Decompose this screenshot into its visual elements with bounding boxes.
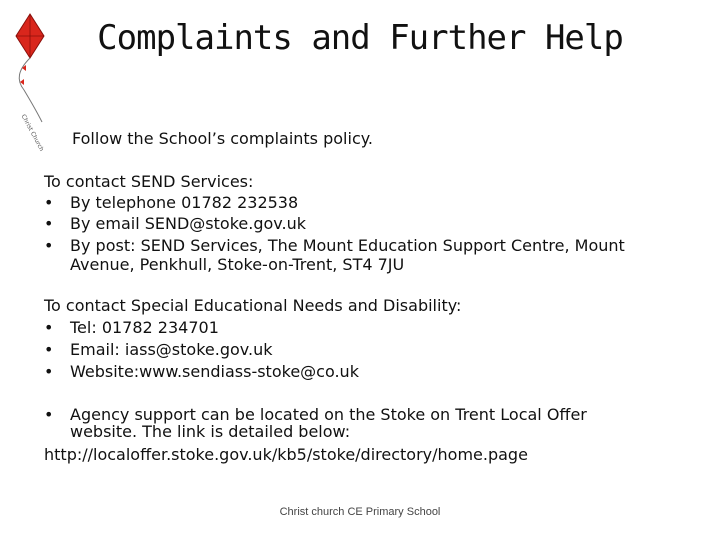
bullet: • [44, 318, 54, 337]
list-item: Tel: 01782 234701 [70, 318, 219, 337]
list-item: Email: iass@stoke.gov.uk [70, 340, 273, 359]
bullet: • [44, 236, 54, 255]
page-title: Complaints and Further Help [97, 18, 623, 58]
logo-text: Christ Church [19, 113, 45, 153]
list-item: By post: SEND Services, The Mount Education Support Centre, Mount [70, 236, 625, 255]
list-item: Website:www.sendiass-stoke@co.uk [70, 362, 359, 381]
local-offer-line2: website. The link is detailed below: [70, 422, 351, 441]
bullet: • [44, 193, 54, 212]
bullet: • [44, 340, 54, 359]
list-item: By email SEND@stoke.gov.uk [70, 214, 306, 233]
list-item-continued: Avenue, Penkhull, Stoke-on-Trent, ST4 7JU [70, 255, 405, 274]
footer-school-name: Christ church CE Primary School [279, 506, 441, 518]
policy-line: Follow the School’s complaints policy. [72, 129, 374, 148]
local-offer-line1: Agency support can be located on the Stoke on Trent Local Offer [70, 405, 587, 424]
send-heading: To contact SEND Services: [44, 172, 254, 191]
bullet: • [44, 405, 54, 424]
bullet: • [44, 214, 54, 233]
list-item: By telephone 01782 232538 [70, 193, 299, 212]
iass-heading: To contact Special Educational Needs and Disability: [44, 296, 462, 315]
local-offer-link[interactable]: http://localoffer.stoke.gov.uk/kb5/stoke/directory/home.page [44, 445, 528, 464]
bullet: • [44, 362, 54, 381]
